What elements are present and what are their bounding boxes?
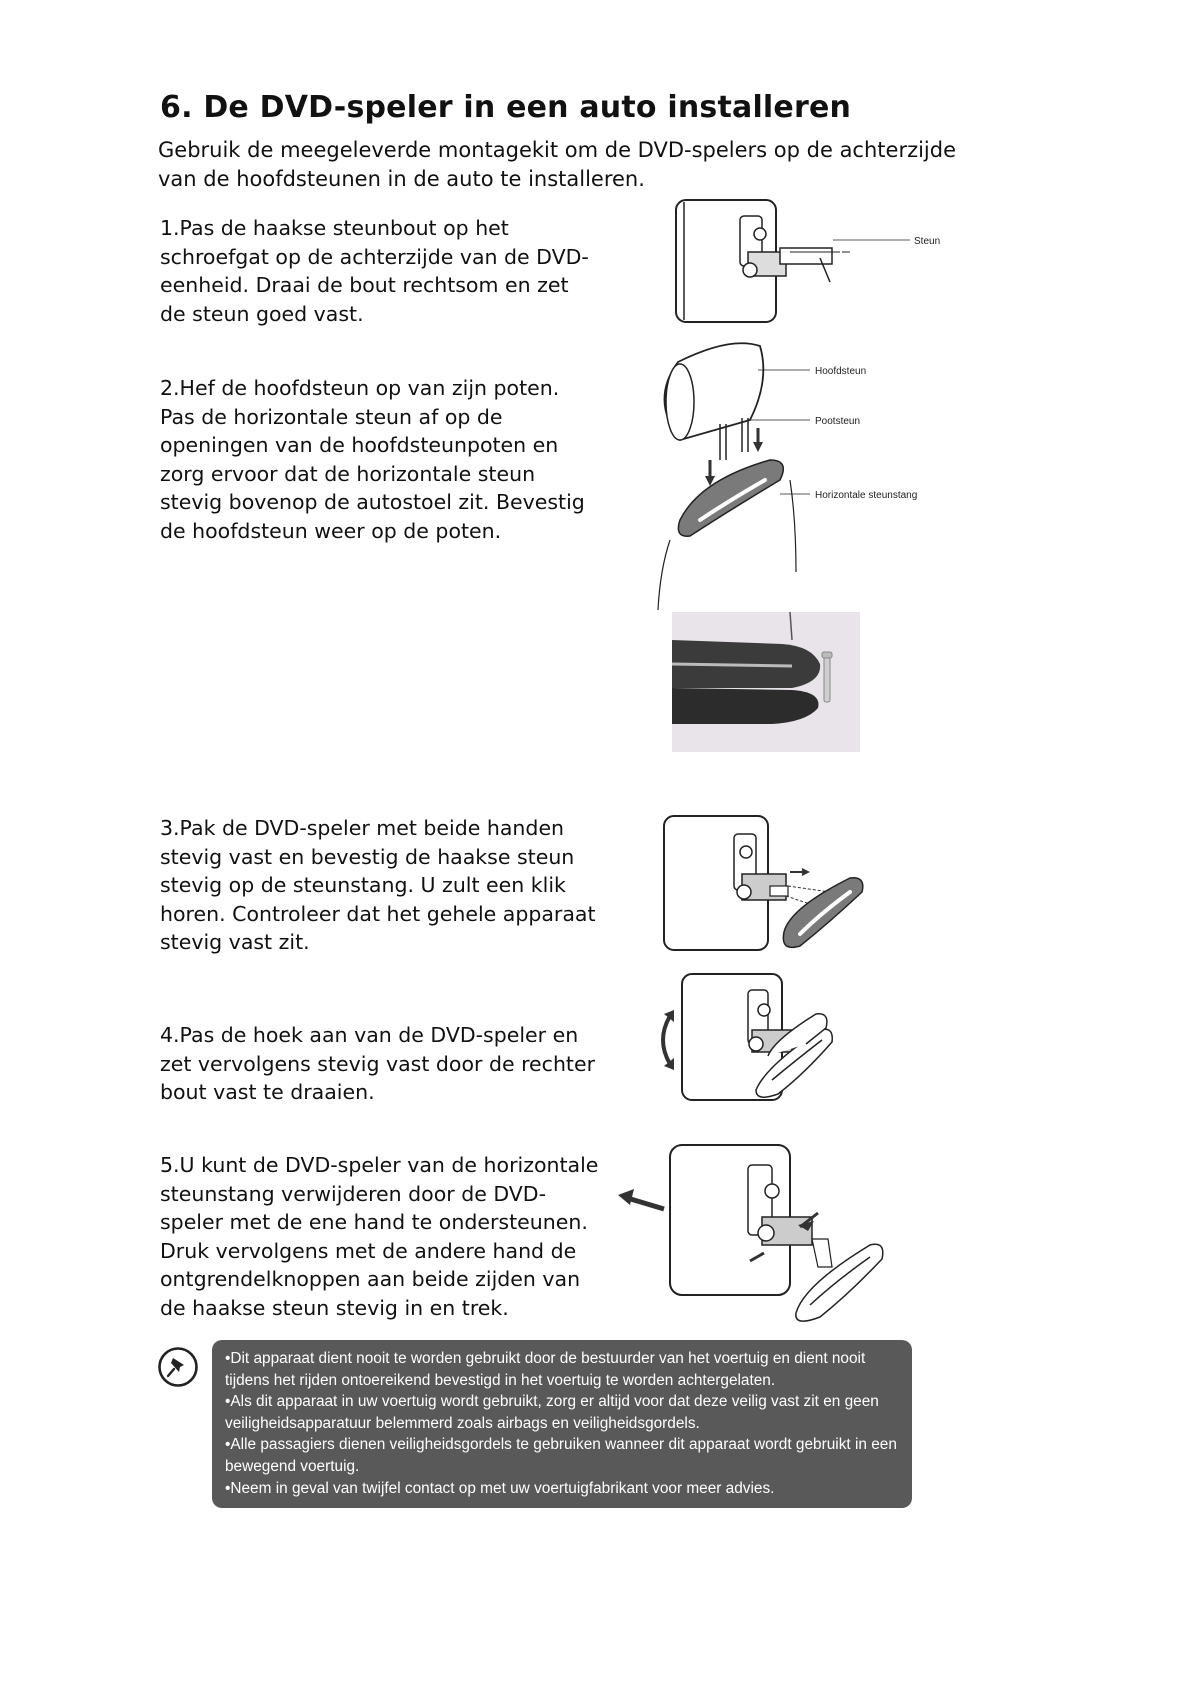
label-hoofdsteun: Hoofdsteun <box>815 366 867 377</box>
label-steun: Steun <box>914 236 941 247</box>
warning-1: •Dit apparaat dient nooit te worden gebruikt door de bestuurder van het voertuig en dient nooit tijdens het rijden ontoereikend bevestigd in het voertuig te worden achtergelaten. <box>225 1350 866 1389</box>
step-2-text: 2.Hef de hoofdsteun op van zijn poten. Pas de horizontale steun af op de openingen van de hoofdsteunpoten en zorg ervoor dat de horizontale steun stevig bovenop de autostoel zit. Bevestig de hoofdsteun weer op de poten. <box>160 376 585 543</box>
step-4-text: 4.Pas de hoek aan van de DVD-speler en zet vervolgens stevig vast door de rechter bout vast te draaien. <box>160 1023 596 1105</box>
figure-remove-player <box>614 1135 914 1325</box>
intro-paragraph: Gebruik de meegeleverde montagekit om de DVD-spelers op de achterzijde van de hoofdsteunen in de auto te installeren. <box>158 138 957 191</box>
page-title: 6. De DVD-speler in een auto installeren <box>160 90 852 125</box>
warning-3: •Alle passagiers dienen veiligheidsgordels te gebruiken wanneer dit apparaat wordt gebruikt in een bewegend voertuig. <box>225 1436 897 1475</box>
pushpin-icon <box>157 1346 199 1388</box>
figure-bracket-attach <box>670 194 950 334</box>
warning-2: •Als dit apparaat in uw voertuig wordt gebruikt, zorg er altijd voor dat deze veilig vast zit en geen veiligheidsapparatuur belemmerd zoals airbags en veiligheidsgordels. <box>225 1393 879 1432</box>
photo-bracket-closeup <box>672 612 860 752</box>
step-5-text: 5.U kunt de DVD-speler van de horizontale steunstang verwijderen door de DVD-speler met de ene hand te ondersteunen. Druk vervolgens met de andere hand de ontgrendelknoppen aan beide zijden van de haakse steun stevig in en trek. <box>160 1153 599 1320</box>
figure-attach-to-bar <box>660 812 880 962</box>
step-1-text: 1.Pas de haakse steunbout op het schroefgat op de achterzijde van de DVD-eenheid. Draai de bout rechtsom en zet de steun goed vast. <box>160 216 589 326</box>
warning-box <box>212 1340 912 1508</box>
label-pootsteun: Pootsteun <box>815 416 861 427</box>
warning-4: •Neem in geval van twijfel contact op met uw voertuigfabrikant voor meer advies. <box>225 1479 775 1497</box>
figure-adjust-angle <box>656 970 856 1110</box>
figure-headrest <box>650 340 950 610</box>
step-3-text: 3.Pak de DVD-speler met beide handen stevig vast en bevestig de haakse steun stevig op de steunstang. U zult een klik horen. Controleer dat het gehele apparaat stevig vast zit. <box>160 816 596 955</box>
label-horizontale-steunstang: Horizontale steunstang <box>815 490 918 501</box>
